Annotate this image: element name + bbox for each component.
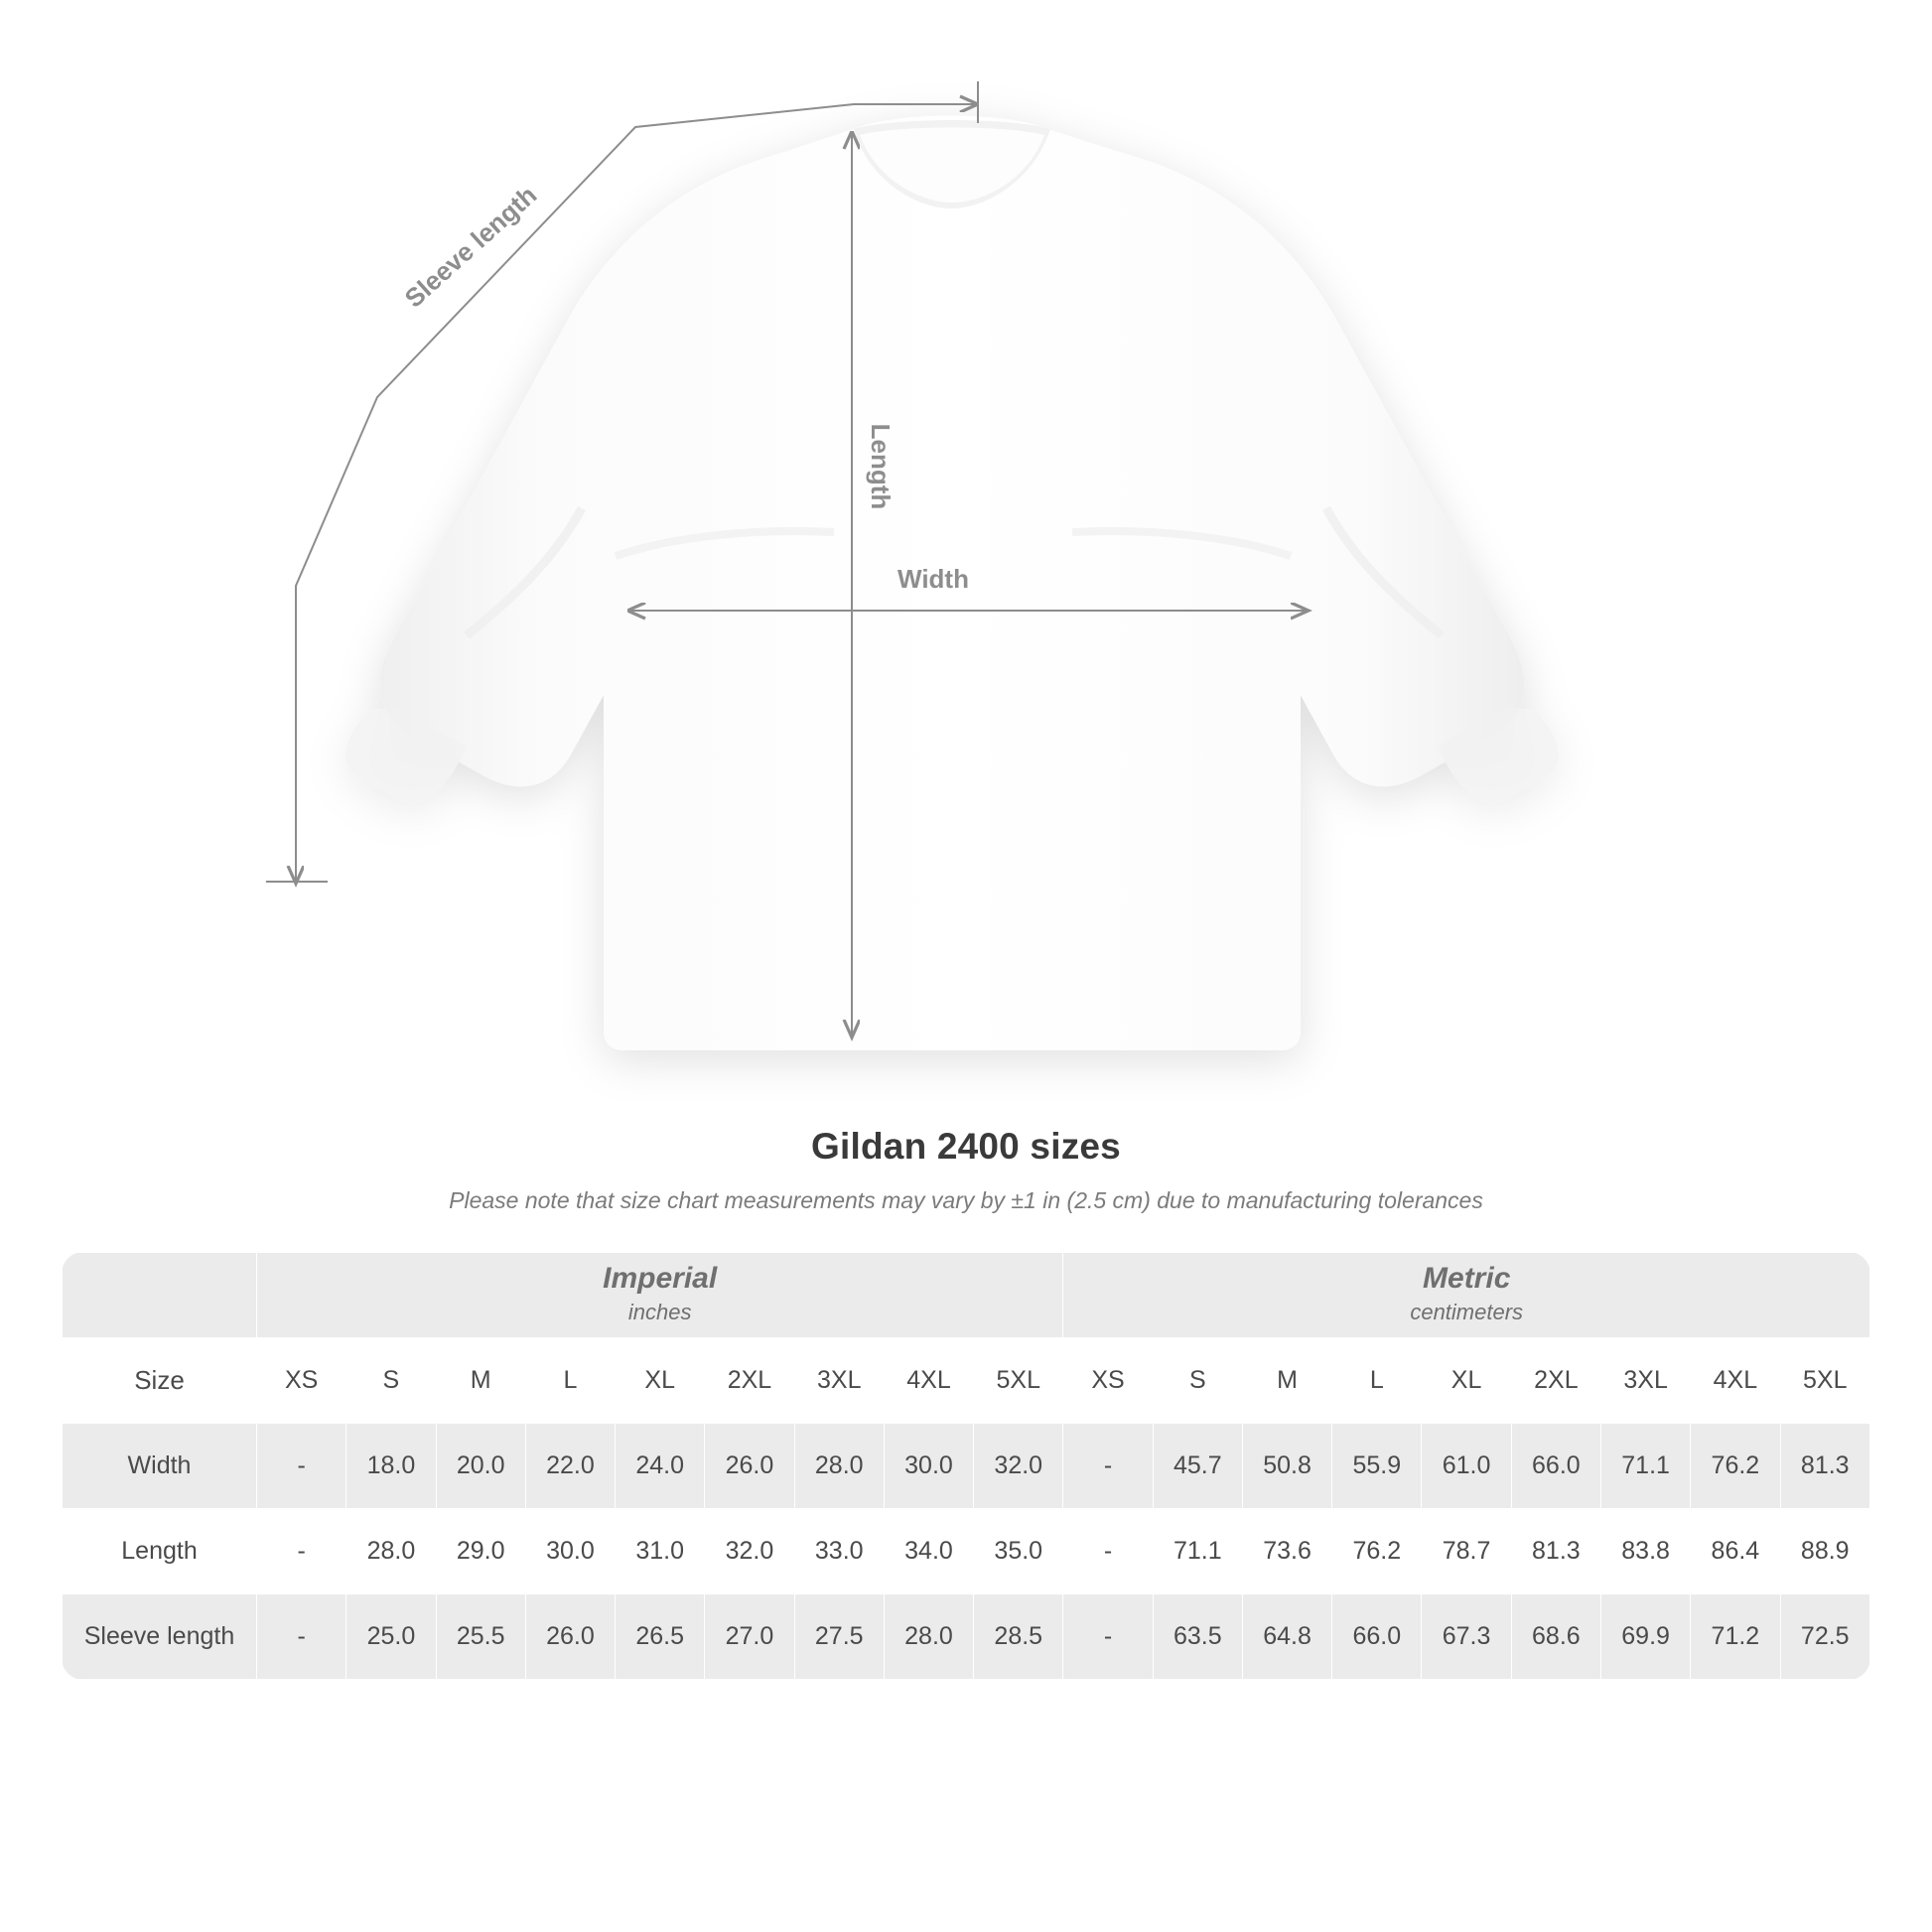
data-cell: 29.0 xyxy=(436,1509,525,1594)
data-cell: 76.2 xyxy=(1332,1509,1422,1594)
data-cell: 18.0 xyxy=(346,1424,436,1509)
size-header-cell: 3XL xyxy=(794,1338,884,1424)
data-cell: 25.0 xyxy=(346,1594,436,1680)
size-header-cell: M xyxy=(1242,1338,1331,1424)
data-cell: 24.0 xyxy=(616,1424,705,1509)
data-cell: 35.0 xyxy=(974,1509,1063,1594)
data-cell: - xyxy=(1063,1594,1153,1680)
unit-name: Metric xyxy=(1423,1261,1511,1295)
data-cell: 26.0 xyxy=(525,1594,615,1680)
chart-note: Please note that size chart measurements may vary by ±1 in (2.5 cm) due to manufacturing tolerances xyxy=(449,1187,1483,1213)
data-cell: 28.0 xyxy=(794,1424,884,1509)
size-header-cell: XS xyxy=(1063,1338,1153,1424)
data-cell: 27.5 xyxy=(794,1594,884,1680)
size-header-cell: 4XL xyxy=(1691,1338,1780,1424)
table-row xyxy=(63,1509,1870,1594)
data-cell: 50.8 xyxy=(1242,1424,1331,1509)
size-header-cell: 2XL xyxy=(1511,1338,1600,1424)
data-cell: 32.0 xyxy=(705,1509,794,1594)
data-cell: 71.2 xyxy=(1691,1594,1780,1680)
label-length: Length xyxy=(866,423,896,510)
size-header-cell: 3XL xyxy=(1600,1338,1690,1424)
data-cell: - xyxy=(257,1424,346,1509)
data-cell: 81.3 xyxy=(1511,1509,1600,1594)
data-cell: 28.0 xyxy=(884,1594,973,1680)
label-width: Width xyxy=(897,564,969,594)
chart-title: Gildan 2400 sizes xyxy=(811,1126,1121,1167)
data-cell: 33.0 xyxy=(794,1509,884,1594)
data-cell: - xyxy=(257,1594,346,1680)
data-cell: 64.8 xyxy=(1242,1594,1331,1680)
size-header-row xyxy=(63,1338,1870,1424)
data-cell: 68.6 xyxy=(1511,1594,1600,1680)
data-cell: 72.5 xyxy=(1780,1594,1869,1680)
unit-header-row xyxy=(63,1253,1870,1338)
data-cell: 22.0 xyxy=(525,1424,615,1509)
data-cell: 26.0 xyxy=(705,1424,794,1509)
row-label: Length xyxy=(63,1509,257,1594)
data-cell: 63.5 xyxy=(1153,1594,1242,1680)
size-header-cell: XS xyxy=(257,1338,346,1424)
data-cell: 27.0 xyxy=(705,1594,794,1680)
data-cell: 73.6 xyxy=(1242,1509,1331,1594)
data-cell: - xyxy=(257,1509,346,1594)
data-cell: 55.9 xyxy=(1332,1424,1422,1509)
data-cell: 30.0 xyxy=(884,1424,973,1509)
table-row xyxy=(63,1594,1870,1680)
row-label: Sleeve length xyxy=(63,1594,257,1680)
data-cell: - xyxy=(1063,1424,1153,1509)
data-cell: 31.0 xyxy=(616,1509,705,1594)
data-cell: - xyxy=(1063,1509,1153,1594)
data-cell: 71.1 xyxy=(1153,1509,1242,1594)
data-cell: 69.9 xyxy=(1600,1594,1690,1680)
data-cell: 66.0 xyxy=(1511,1424,1600,1509)
unit-header-spacer xyxy=(63,1253,257,1338)
size-header-cell: 5XL xyxy=(974,1338,1063,1424)
label-sleeve-length: Sleeve length xyxy=(398,180,543,314)
size-header-cell: 5XL xyxy=(1780,1338,1869,1424)
size-table-wrapper xyxy=(62,1252,1870,1680)
data-cell: 66.0 xyxy=(1332,1594,1422,1680)
data-cell: 45.7 xyxy=(1153,1424,1242,1509)
data-cell: 28.5 xyxy=(974,1594,1063,1680)
size-header-cell: L xyxy=(1332,1338,1422,1424)
data-cell: 67.3 xyxy=(1422,1594,1511,1680)
data-cell: 81.3 xyxy=(1780,1424,1869,1509)
size-header-cell: 4XL xyxy=(884,1338,973,1424)
unit-header-metric xyxy=(1063,1253,1870,1338)
size-header-label: Size xyxy=(63,1338,257,1424)
data-cell: 25.5 xyxy=(436,1594,525,1680)
data-cell: 34.0 xyxy=(884,1509,973,1594)
data-cell: 83.8 xyxy=(1600,1509,1690,1594)
data-cell: 71.1 xyxy=(1600,1424,1690,1509)
size-header-cell: M xyxy=(436,1338,525,1424)
size-table xyxy=(62,1252,1870,1680)
size-header-cell: L xyxy=(525,1338,615,1424)
size-header-cell: XL xyxy=(616,1338,705,1424)
data-cell: 76.2 xyxy=(1691,1424,1780,1509)
row-label: Width xyxy=(63,1424,257,1509)
size-header-cell: S xyxy=(1153,1338,1242,1424)
data-cell: 32.0 xyxy=(974,1424,1063,1509)
size-header-cell: XL xyxy=(1422,1338,1511,1424)
data-cell: 30.0 xyxy=(525,1509,615,1594)
unit-header-imperial xyxy=(257,1253,1063,1338)
unit-subtitle: centimeters xyxy=(1410,1300,1524,1325)
data-cell: 88.9 xyxy=(1780,1509,1869,1594)
data-cell: 86.4 xyxy=(1691,1509,1780,1594)
data-cell: 78.7 xyxy=(1422,1509,1511,1594)
data-cell: 26.5 xyxy=(616,1594,705,1680)
data-cell: 20.0 xyxy=(436,1424,525,1509)
data-cell: 28.0 xyxy=(346,1509,436,1594)
unit-name: Imperial xyxy=(603,1261,718,1295)
size-header-cell: S xyxy=(346,1338,436,1424)
size-header-cell: 2XL xyxy=(705,1338,794,1424)
table-row xyxy=(63,1424,1870,1509)
unit-subtitle: inches xyxy=(627,1300,692,1325)
data-cell: 61.0 xyxy=(1422,1424,1511,1509)
